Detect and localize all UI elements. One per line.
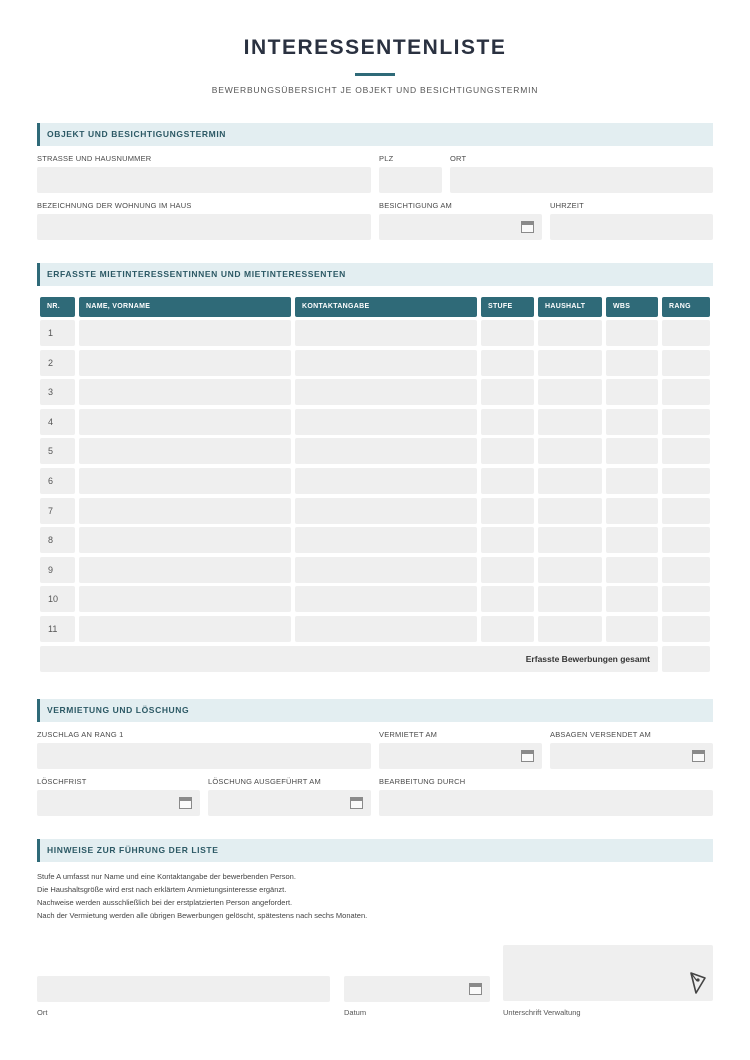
cell-kontakt[interactable] bbox=[295, 379, 477, 405]
row-number: 2 bbox=[40, 350, 75, 376]
cell-name[interactable] bbox=[79, 379, 291, 405]
cell-name[interactable] bbox=[79, 616, 291, 642]
cell-rang[interactable] bbox=[662, 350, 710, 376]
section-vermietung-heading: VERMIETUNG UND LÖSCHUNG bbox=[37, 699, 713, 722]
cell-kontakt[interactable] bbox=[295, 498, 477, 524]
datum-signature-field[interactable] bbox=[344, 976, 490, 1002]
vermietet-date-field[interactable] bbox=[379, 743, 542, 769]
plz-label: PLZ bbox=[379, 154, 394, 163]
calendar-icon[interactable] bbox=[179, 797, 192, 809]
absagen-label: ABSAGEN VERSENDET AM bbox=[550, 730, 651, 739]
ort-field[interactable] bbox=[450, 167, 713, 193]
strasse-field[interactable] bbox=[37, 167, 371, 193]
cell-stufe[interactable] bbox=[481, 498, 534, 524]
cell-stufe[interactable] bbox=[481, 527, 534, 553]
cell-rang[interactable] bbox=[662, 557, 710, 583]
loeschung-label: LÖSCHUNG AUSGEFÜHRT AM bbox=[208, 777, 321, 786]
hinweis-line-3: Nachweise werden ausschließlich bei der erstplatzierten Person angefordert. bbox=[37, 898, 293, 907]
bearbeitung-label: BEARBEITUNG DURCH bbox=[379, 777, 466, 786]
cell-haushalt[interactable] bbox=[538, 527, 602, 553]
absagen-date-field[interactable] bbox=[550, 743, 713, 769]
cell-kontakt[interactable] bbox=[295, 586, 477, 612]
cell-kontakt[interactable] bbox=[295, 557, 477, 583]
cell-haushalt[interactable] bbox=[538, 350, 602, 376]
column-header-wbs: WBS bbox=[606, 297, 658, 317]
column-header-name: NAME, VORNAME bbox=[79, 297, 291, 317]
cell-haushalt[interactable] bbox=[538, 409, 602, 435]
section-objekt-heading: OBJEKT UND BESICHTIGUNGSTERMIN bbox=[37, 123, 713, 146]
unterschrift-field[interactable] bbox=[503, 945, 713, 1001]
total-field[interactable] bbox=[662, 646, 710, 672]
cell-name[interactable] bbox=[79, 320, 291, 346]
ort-signature-field[interactable] bbox=[37, 976, 330, 1002]
row-number: 4 bbox=[40, 409, 75, 435]
hinweis-line-2: Die Haushaltsgröße wird erst nach erklärtem Anmietungsinteresse ergänzt. bbox=[37, 885, 287, 894]
row-number: 7 bbox=[40, 498, 75, 524]
total-label: Erfasste Bewerbungen gesamt bbox=[40, 646, 658, 672]
cell-rang[interactable] bbox=[662, 379, 710, 405]
cell-kontakt[interactable] bbox=[295, 409, 477, 435]
cell-wbs[interactable] bbox=[606, 350, 658, 376]
cell-wbs[interactable] bbox=[606, 468, 658, 494]
row-number: 3 bbox=[40, 379, 75, 405]
ort-signature-label: Ort bbox=[37, 1008, 48, 1017]
cell-wbs[interactable] bbox=[606, 557, 658, 583]
strasse-label: STRASSE UND HAUSNUMMER bbox=[37, 154, 152, 163]
cell-stufe[interactable] bbox=[481, 616, 534, 642]
calendar-icon[interactable] bbox=[521, 221, 534, 233]
calendar-icon[interactable] bbox=[692, 750, 705, 762]
besichtigung-date-field[interactable] bbox=[379, 214, 542, 240]
column-header-nr: NR. bbox=[40, 297, 75, 317]
title-underline bbox=[355, 73, 395, 76]
cell-rang[interactable] bbox=[662, 586, 710, 612]
cell-rang[interactable] bbox=[662, 498, 710, 524]
cell-stufe[interactable] bbox=[481, 586, 534, 612]
cell-name[interactable] bbox=[79, 498, 291, 524]
cell-haushalt[interactable] bbox=[538, 320, 602, 346]
cell-kontakt[interactable] bbox=[295, 438, 477, 464]
cell-wbs[interactable] bbox=[606, 438, 658, 464]
cell-name[interactable] bbox=[79, 438, 291, 464]
cell-wbs[interactable] bbox=[606, 616, 658, 642]
vermietet-label: VERMIETET AM bbox=[379, 730, 438, 739]
plz-field[interactable] bbox=[379, 167, 442, 193]
cell-name[interactable] bbox=[79, 586, 291, 612]
cell-rang[interactable] bbox=[662, 438, 710, 464]
cell-kontakt[interactable] bbox=[295, 616, 477, 642]
cell-wbs[interactable] bbox=[606, 586, 658, 612]
cell-haushalt[interactable] bbox=[538, 468, 602, 494]
row-number: 1 bbox=[40, 320, 75, 346]
column-header-rang: RANG bbox=[662, 297, 710, 317]
row-number: 8 bbox=[40, 527, 75, 553]
row-number: 5 bbox=[40, 438, 75, 464]
cell-wbs[interactable] bbox=[606, 320, 658, 346]
cell-rang[interactable] bbox=[662, 320, 710, 346]
hinweis-line-4: Nach der Vermietung werden alle übrigen Bewerbungen gelöscht, spätestens nach sechs Monaten. bbox=[37, 911, 368, 920]
row-number: 6 bbox=[40, 468, 75, 494]
page-title: INTERESSENTENLISTE bbox=[243, 36, 507, 59]
cell-haushalt[interactable] bbox=[538, 498, 602, 524]
wohnung-label: BEZEICHNUNG DER WOHNUNG IM HAUS bbox=[37, 201, 192, 210]
column-header-kontakt: KONTAKTANGABE bbox=[295, 297, 477, 317]
section-interessenten-heading: ERFASSTE MIETINTERESSENTINNEN UND MIETINTERESSENTEN bbox=[37, 263, 713, 286]
cell-name[interactable] bbox=[79, 350, 291, 376]
zuschlag-field[interactable] bbox=[37, 743, 371, 769]
cell-kontakt[interactable] bbox=[295, 350, 477, 376]
cell-stufe[interactable] bbox=[481, 409, 534, 435]
cell-stufe[interactable] bbox=[481, 350, 534, 376]
calendar-icon[interactable] bbox=[469, 983, 482, 995]
unterschrift-label: Unterschrift Verwaltung bbox=[503, 1008, 581, 1017]
cell-stufe[interactable] bbox=[481, 438, 534, 464]
loeschfrist-label: LÖSCHFRIST bbox=[37, 777, 87, 786]
cell-haushalt[interactable] bbox=[538, 586, 602, 612]
page-subtitle: BEWERBUNGSÜBERSICHT JE OBJEKT UND BESICHTIGUNGSTERMIN bbox=[211, 85, 539, 95]
cell-kontakt[interactable] bbox=[295, 320, 477, 346]
cell-stufe[interactable] bbox=[481, 379, 534, 405]
cell-haushalt[interactable] bbox=[538, 379, 602, 405]
row-number: 9 bbox=[40, 557, 75, 583]
column-header-haushalt: HAUSHALT bbox=[538, 297, 602, 317]
cell-name[interactable] bbox=[79, 557, 291, 583]
section-hinweise-heading: HINWEISE ZUR FÜHRUNG DER LISTE bbox=[37, 839, 713, 862]
cell-haushalt[interactable] bbox=[538, 438, 602, 464]
cell-kontakt[interactable] bbox=[295, 468, 477, 494]
loeschfrist-date-field[interactable] bbox=[37, 790, 200, 816]
column-header-stufe: STUFE bbox=[481, 297, 534, 317]
wohnung-field[interactable] bbox=[37, 214, 371, 240]
cell-wbs[interactable] bbox=[606, 498, 658, 524]
ort-label: ORT bbox=[450, 154, 467, 163]
cell-wbs[interactable] bbox=[606, 379, 658, 405]
bearbeitung-field[interactable] bbox=[379, 790, 713, 816]
uhrzeit-field[interactable] bbox=[550, 214, 713, 240]
cell-haushalt[interactable] bbox=[538, 557, 602, 583]
row-number: 11 bbox=[40, 616, 75, 642]
uhrzeit-label: UHRZEIT bbox=[550, 201, 584, 210]
cell-rang[interactable] bbox=[662, 616, 710, 642]
cell-stufe[interactable] bbox=[481, 468, 534, 494]
cell-rang[interactable] bbox=[662, 409, 710, 435]
cell-stufe[interactable] bbox=[481, 557, 534, 583]
cell-rang[interactable] bbox=[662, 527, 710, 553]
hinweis-line-1: Stufe A umfasst nur Name und eine Kontaktangabe der bewerbenden Person. bbox=[37, 872, 296, 881]
besichtigung-label: BESICHTIGUNG AM bbox=[379, 201, 453, 210]
zuschlag-label: ZUSCHLAG AN RANG 1 bbox=[37, 730, 124, 739]
loeschung-date-field[interactable] bbox=[208, 790, 371, 816]
cell-name[interactable] bbox=[79, 468, 291, 494]
cell-kontakt[interactable] bbox=[295, 527, 477, 553]
cell-wbs[interactable] bbox=[606, 527, 658, 553]
cell-stufe[interactable] bbox=[481, 320, 534, 346]
cell-rang[interactable] bbox=[662, 468, 710, 494]
pen-nib-icon bbox=[689, 971, 707, 995]
cell-name[interactable] bbox=[79, 527, 291, 553]
datum-signature-label: Datum bbox=[344, 1008, 367, 1017]
cell-haushalt[interactable] bbox=[538, 616, 602, 642]
calendar-icon[interactable] bbox=[521, 750, 534, 762]
row-number: 10 bbox=[40, 586, 75, 612]
cell-wbs[interactable] bbox=[606, 409, 658, 435]
cell-name[interactable] bbox=[79, 409, 291, 435]
calendar-icon[interactable] bbox=[350, 797, 363, 809]
